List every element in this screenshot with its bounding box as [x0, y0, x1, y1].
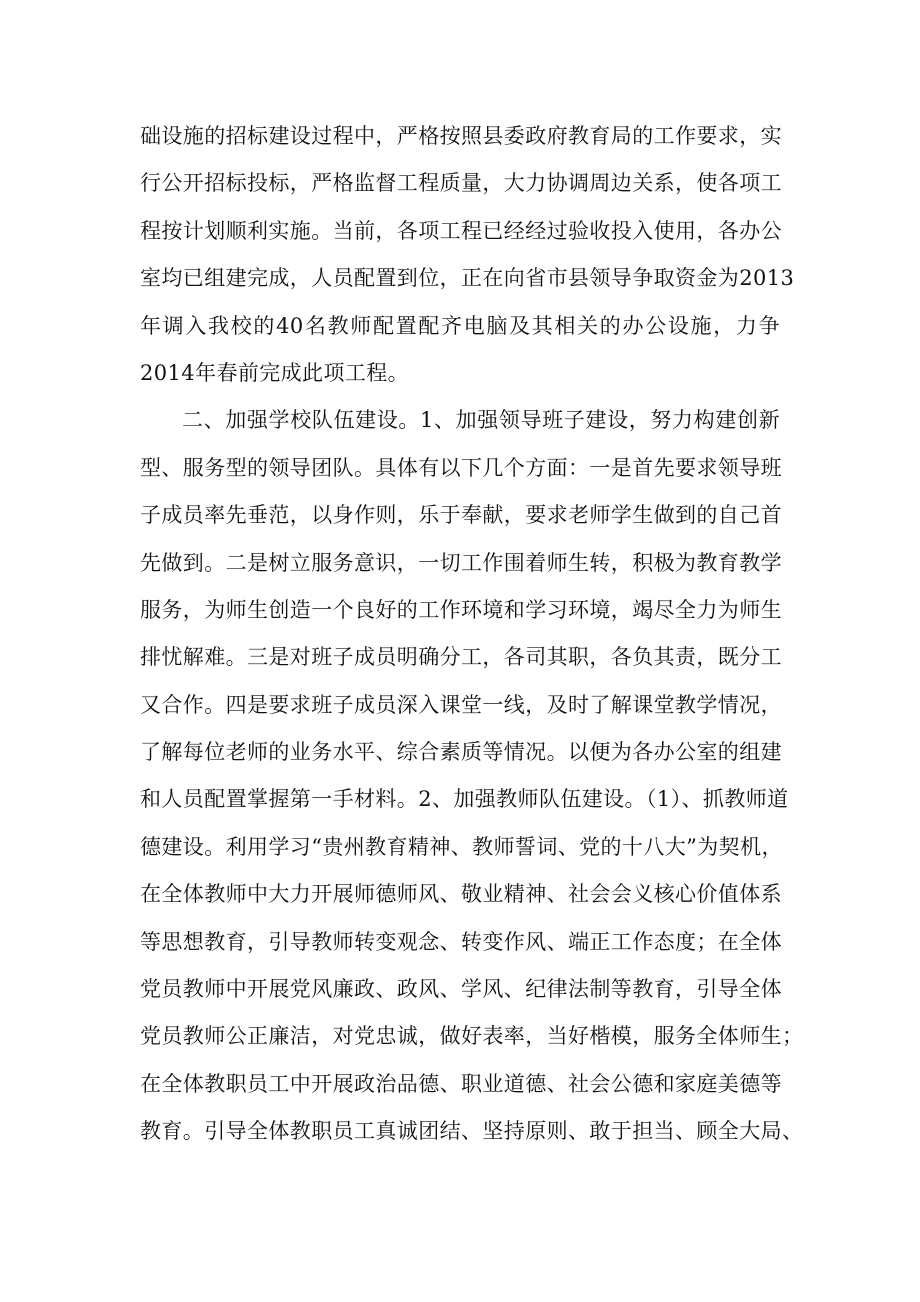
text-line: 在全体教师中大力开展师德师风、敬业精神、社会会义核心价值体系 — [140, 882, 782, 907]
text-line: 程按计划顺利实施。当前，各项工程已经经过验收投入使用，各办公 — [140, 218, 782, 243]
text-line: 教育。引导全体教职员工真诚团结、坚持原则、敢于担当、顾全大局、 — [140, 1119, 804, 1144]
text-line: 先做到。二是树立服务意识，一切工作围着师生转，积极为教育教学 — [140, 550, 782, 575]
text-line: 年调入我校的40名教师配置配齐电脑及其相关的办公设施，力争 — [140, 313, 780, 338]
text-line: 又合作。四是要求班子成员深入课堂一线，及时了解课堂教学情况， — [140, 692, 782, 717]
text-line: 排忧解难。三是对班子成员明确分工，各司其职，各负其责，既分工 — [140, 645, 782, 670]
text-line: 在全体教职员工中开展政治品德、职业道德、社会公德和家庭美德等 — [140, 1071, 782, 1096]
text-line: 2014年春前完成此项工程。 — [140, 360, 410, 385]
text-line: 行公开招标投标，严格监督工程质量，大力协调周边关系，使各项工 — [140, 171, 782, 196]
text-line: 了解每位老师的业务水平、综合素质等情况。以便为各办公室的组建 — [140, 740, 782, 765]
text-line: 德建设。利用学习“贵州教育精神、教师誓词、党的十八大”为契机， — [140, 834, 783, 859]
text-line: 党员教师公正廉洁，对党忠诚，做好表率，当好楷模，服务全体师生； — [140, 1024, 804, 1049]
text-line: 等思想教育，引导教师转变观念、转变作风、端正工作态度；在全体 — [140, 929, 782, 954]
text-line: 础设施的招标建设过程中，严格按照县委政府教育局的工作要求，实 — [140, 124, 782, 148]
text-line: 室均已组建完成，人员配置到位，正在向省市县领导争取资金为2013 — [140, 266, 795, 291]
text-line: 型、服务型的领导团队。具体有以下几个方面：一是首先要求领导班 — [140, 455, 782, 480]
text-line: 子成员率先垂范，以身作则，乐于奉献，要求老师学生做到的自己首 — [140, 503, 782, 528]
body-text — [140, 118, 804, 1161]
paragraph-start-line: 二、加强学校队伍建设。1、加强领导班子建设，努力构建创新 — [182, 408, 780, 433]
text-line: 服务，为师生创造一个良好的工作环境和学习环境，竭尽全力为师生 — [140, 597, 782, 622]
text-line: 党员教师中开展党风廉政、政风、学风、纪律法制等教育，引导全体 — [140, 977, 782, 1002]
text-line: 和人员配置掌握第一手材料。2、加强教师队伍建设。（1）、抓教师道 — [140, 787, 789, 812]
